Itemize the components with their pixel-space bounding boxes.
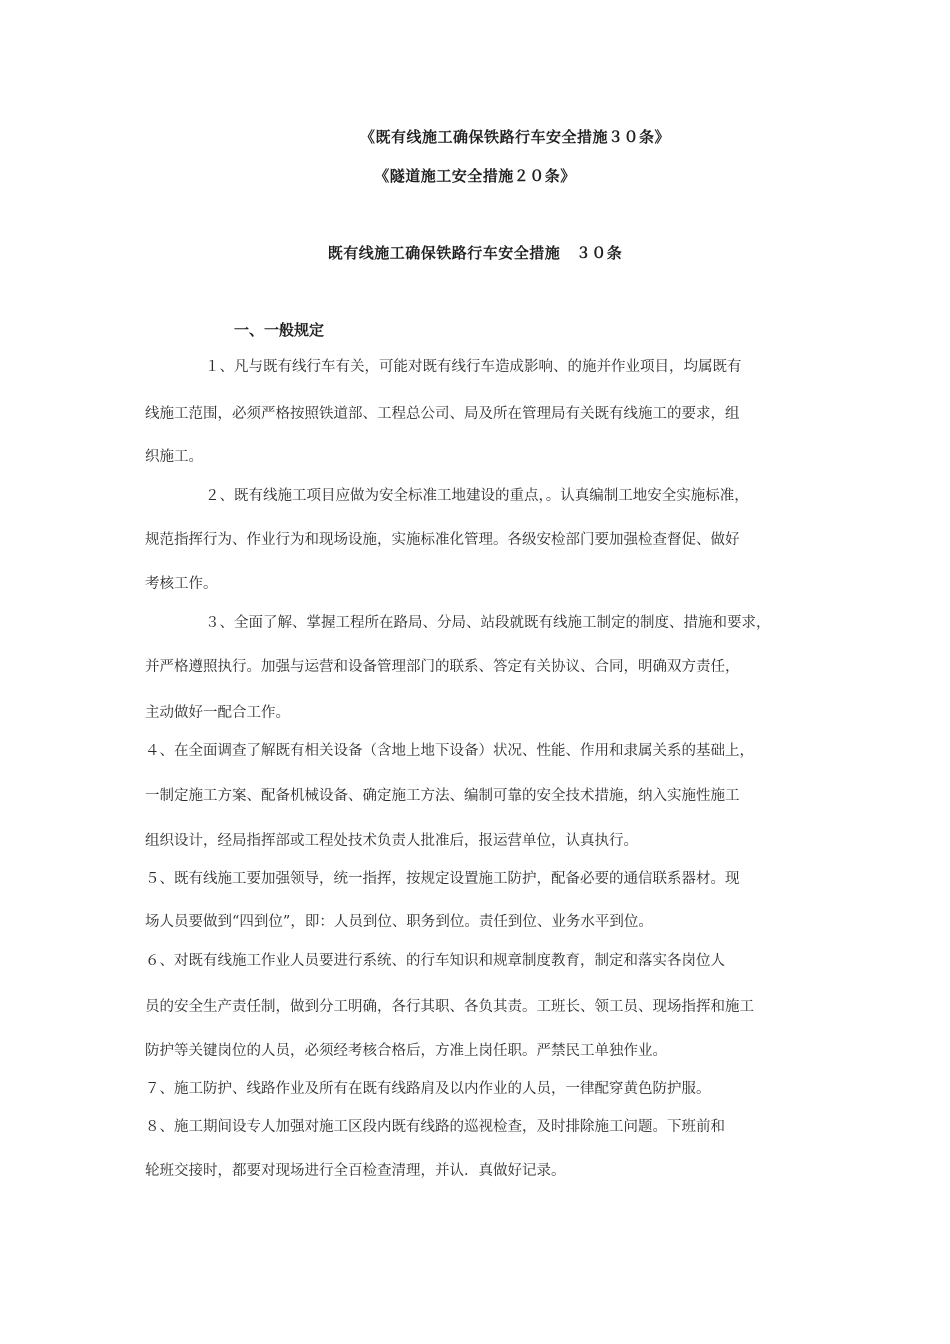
paragraph-line: 防护等关键岗位的人员，必须经考核合格后，方准上岗任职。严禁民工单独作业。 xyxy=(145,1043,667,1059)
paragraph-line: 轮班交接时，都要对现场进行全百检查清理，并认．真做好记录。 xyxy=(145,1163,566,1179)
paragraph-line: 一制定施工方案、配备机械设备、确定施工方法、编制可靠的安全技术措施，纳入实施性施工 xyxy=(145,788,740,804)
paragraph-line: ３、全面了解、掌握工程所在路局、分局、站段就既有线施工制定的制度、措施和要求， xyxy=(205,615,771,631)
paragraph-line: 考核工作。 xyxy=(145,576,218,592)
paragraph-line: １、凡与既有线行车有关，可能对既有线行车造成影响、的施并作业项目，均属既有 xyxy=(205,359,742,375)
section-heading-general: 一、一般规定 xyxy=(234,321,325,339)
paragraph-line: 并严格遵照执行。加强与运营和设备管理部门的联系、答定有关协议、合同，明确双方责任， xyxy=(145,659,740,675)
section-title: 既有线施工确保铁路行车安全措施 ３０条 xyxy=(327,244,623,262)
document-title-2: 《隧道施工安全措施２０条》 xyxy=(374,167,576,185)
document-title-1: 《既有线施工确保铁路行车安全措施３０条》 xyxy=(359,128,670,146)
paragraph-line: 规范指挥行为、作业行为和现场设施，实施标准化管理。各级安检部门要加强检查督促、做好 xyxy=(145,532,740,548)
paragraph-line: 织施工。 xyxy=(145,449,203,465)
paragraph-line: ７、施工防护、线路作业及所有在既有线路肩及以内作业的人员，一律配穿黄色防护服。 xyxy=(145,1081,711,1097)
paragraph-line: 员的安全生产责任制，做到分工明确，各行其职、各负其责。工班长、领工员、现场指挥和施工 xyxy=(145,999,754,1015)
paragraph-line: 场人员要做到“四到位”，即：人员到位、职务到位。责任到位、业务水平到位。 xyxy=(145,914,653,930)
paragraph-line: 主动做好一配合工作。 xyxy=(145,705,290,721)
paragraph-line: ２、既有线施工项目应做为安全标准工地建设的重点，。认真编制工地安全实施标准， xyxy=(205,488,749,504)
paragraph-line: 线施工范围，必须严格按照铁道部、工程总公司、局及所在管理局有关既有线施工的要求，组 xyxy=(145,406,740,422)
paragraph-line: ５、既有线施工要加强领导，统一指挥，按规定设置施工防护，配备必要的通信联系器材。现 xyxy=(145,871,740,887)
paragraph-line: ６、对既有线施工作业人员要进行系统、的行车知识和规章制度教育，制定和落实各岗位人 xyxy=(145,953,725,969)
paragraph-line: ８、施工期间设专人加强对施工区段内既有线路的巡视检查，及时排除施工问题。下班前和 xyxy=(145,1119,725,1135)
paragraph-line: 组织设计，经局指挥部或工程处技术负责人批准后，报运营单位，认真执行。 xyxy=(145,833,638,849)
paragraph-line: ４、在全面调查了解既有相关设备（含地上地下设备）状况、性能、作用和隶属关系的基础上， xyxy=(145,743,754,759)
